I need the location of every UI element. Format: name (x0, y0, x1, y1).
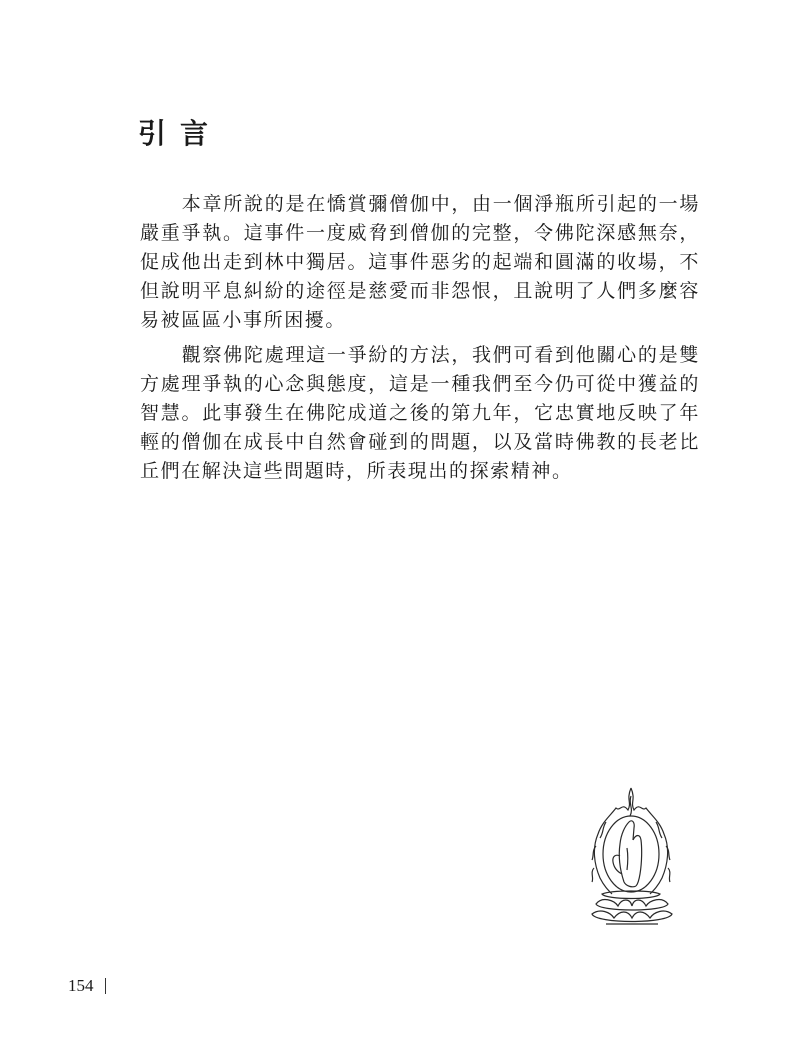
page-number: 154 (68, 976, 94, 995)
buddha-hand-lotus-icon (572, 782, 690, 930)
paragraph-2: 觀察佛陀處理這一爭紛的方法，我們可看到他關心的是雙方處理爭執的心念與態度，這是一種我們至今仍可從中獲益的智慧。此事發生在佛陀成道之後的第九年，它忠實地反映了年輕的僧伽在成長中自然會碰到的問題，以及當時佛教的長老比丘們在解決這些問題時，所表現出的探索精神。 (140, 344, 700, 482)
paragraph-1: 本章所說的是在憍賞彌僧伽中，由一個淨瓶所引起的一場嚴重爭執。這事件一度威脅到僧伽的完整，令佛陀深感無奈，促成他出走到林中獨居。這事件惡劣的起端和圓滿的收場，不但說明平息糾紛的途徑是慈愛而非怨恨，且說明了人們多麼容易被區區小事所困擾。 (140, 193, 700, 331)
chapter-heading: 引言 (138, 117, 223, 150)
page-number-divider (105, 978, 106, 994)
body-text (140, 190, 700, 492)
